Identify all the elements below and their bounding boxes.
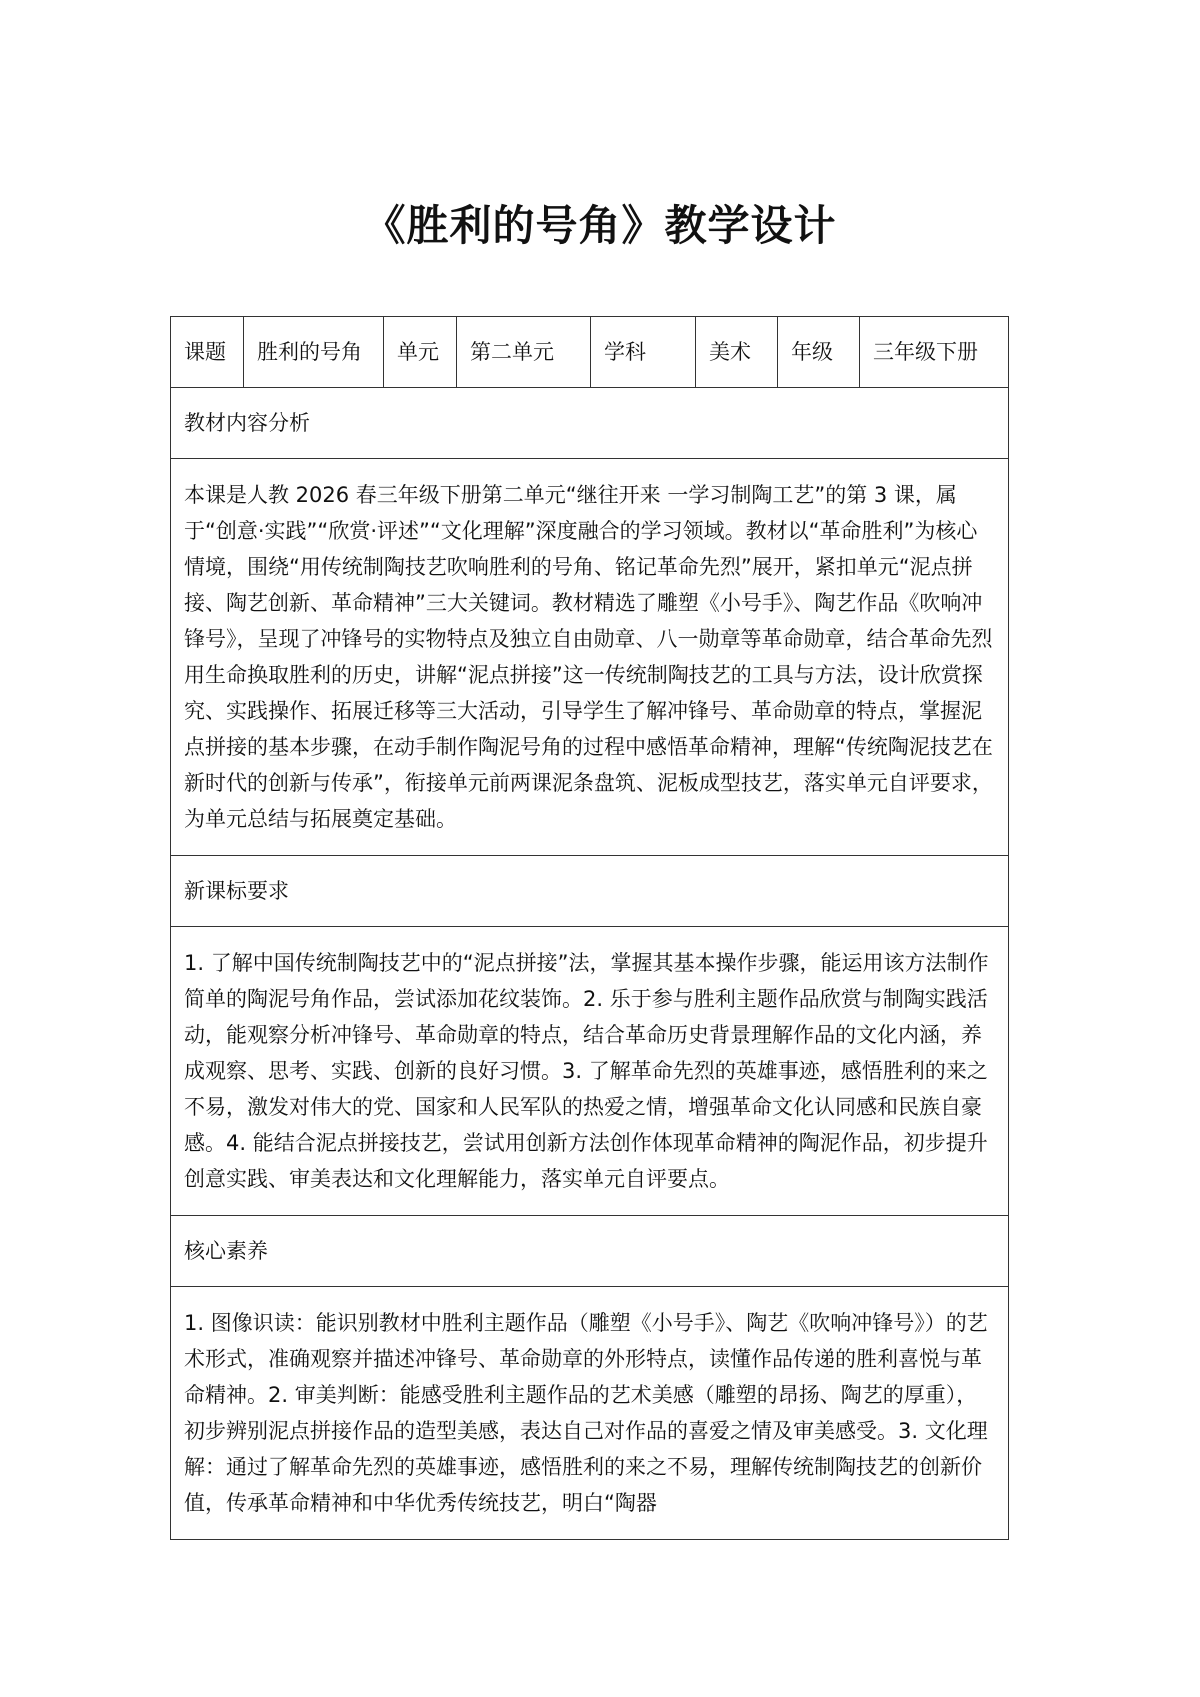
lesson-design-table xyxy=(170,316,1009,1540)
section-header-row xyxy=(171,1216,1009,1287)
section-header-row xyxy=(171,388,1009,459)
section-header-row xyxy=(171,856,1009,927)
subject-label: 学科 xyxy=(591,317,696,388)
grade-value: 三年级下册 xyxy=(860,317,1009,388)
subject-value: 美术 xyxy=(696,317,778,388)
info-row xyxy=(171,317,1009,388)
unit-label: 单元 xyxy=(384,317,457,388)
unit-value: 第二单元 xyxy=(457,317,591,388)
grade-label: 年级 xyxy=(778,317,860,388)
core-literacy-body: 1. 图像识读：能识别教材中胜利主题作品（雕塑《小号手》、陶艺《吹响冲锋号》）的艺术形式，准确观察并描述冲锋号、革命勋章的外形特点，读懂作品传递的胜利喜悦与革命精神。2. 审美判断：能感受胜利主题作品的艺术美感（雕塑的昂扬、陶艺的厚重），初步辨别泥点拼接作品的造型美感，表达自己对作品的喜爱之情及审美感受。3. 文化理解：通过了解革命先烈的英雄事迹，感悟胜利的来之不易，理解传统制陶技艺的创新价值，传承革命精神和中华优秀传统技艺，明白“陶器 xyxy=(171,1287,1009,1540)
section-body-row xyxy=(171,1287,1009,1540)
core-literacy-heading: 核心素养 xyxy=(171,1216,1009,1287)
section-body-row xyxy=(171,459,1009,856)
material-analysis-heading: 教材内容分析 xyxy=(171,388,1009,459)
page-title: 《胜利的号角》教学设计 xyxy=(363,201,837,250)
topic-value: 胜利的号角 xyxy=(244,317,384,388)
topic-label: 课题 xyxy=(171,317,244,388)
curriculum-standard-heading: 新课标要求 xyxy=(171,856,1009,927)
curriculum-standard-body: 1. 了解中国传统制陶技艺中的“泥点拼接”法，掌握其基本操作步骤，能运用该方法制作简单的陶泥号角作品，尝试添加花纹装饰。2. 乐于参与胜利主题作品欣赏与制陶实践活动，能观察分析冲锋号、革命勋章的特点，结合革命历史背景理解作品的文化内涵，养成观察、思考、实践、创新的良好习惯。3. 了解革命先烈的英雄事迹，感悟胜利的来之不易，激发对伟大的党、国家和人民军队的热爱之情，增强革命文化认同感和民族自豪感。4. 能结合泥点拼接技艺，尝试用创新方法创作体现革命精神的陶泥作品，初步提升创意实践、审美表达和文化理解能力，落实单元自评要点。 xyxy=(171,927,1009,1216)
material-analysis-body: 本课是人教 2026 春三年级下册第二单元“继往开来 一学习制陶工艺”的第 3 课，属于“创意·实践”“欣赏·评述”“文化理解”深度融合的学习领域。教材以“革命胜利”为核心情境，围绕“用传统制陶技艺吹响胜利的号角、铭记革命先烈”展开，紧扣单元“泥点拼接、陶艺创新、革命精神”三大关键词。教材精选了雕塑《小号手》、陶艺作品《吹响冲锋号》，呈现了冲锋号的实物特点及独立自由勋章、八一勋章等革命勋章，结合革命先烈用生命换取胜利的历史，讲解“泥点拼接”这一传统制陶技艺的工具与方法，设计欣赏探究、实践操作、拓展迁移等三大活动，引导学生了解冲锋号、革命勋章的特点，掌握泥点拼接的基本步骤，在动手制作陶泥号角的过程中感悟革命精神，理解“传统陶泥技艺在新时代的创新与传承”，衔接单元前两课泥条盘筑、泥板成型技艺，落实单元自评要求，为单元总结与拓展奠定基础。 xyxy=(171,459,1009,856)
section-body-row xyxy=(171,927,1009,1216)
